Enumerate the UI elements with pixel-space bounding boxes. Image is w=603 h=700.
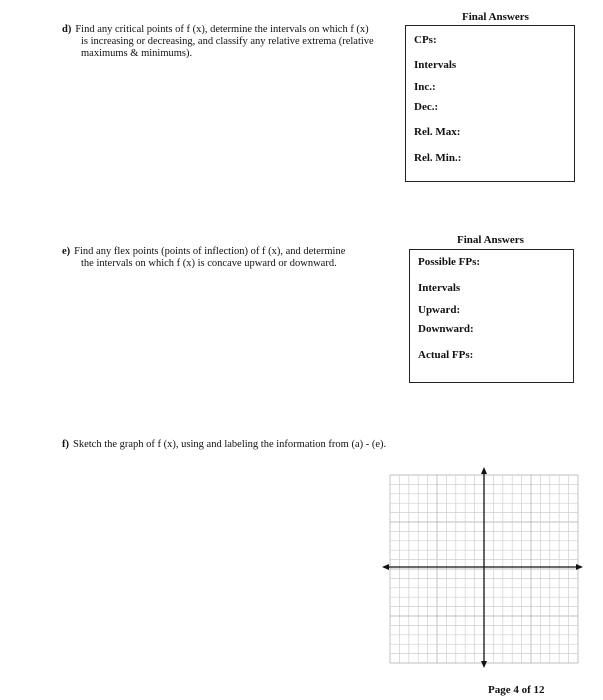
dec-label: Dec.: [414,101,439,113]
downward-label: Downward: [418,323,474,335]
actual-fps-label: Actual FPs: [418,349,474,361]
rel-min-label: Rel. Min.: [414,152,462,164]
question-d-line-1: Find any critical points of f (x), determine the intervals on which f (x) [75,24,369,35]
question-e-line-2: the intervals on which f (x) is concave upward or downward. [81,258,337,269]
question-f [62,439,442,451]
final-answers-box-e [409,249,574,383]
x-axis-arrow-right [576,564,583,570]
question-d-label: d) [62,24,72,35]
page-prefix: Page [488,684,514,696]
page-total: 12 [533,684,545,696]
cps-label: CPs: [414,34,437,46]
axes [382,467,583,668]
final-answers-box-d [405,25,575,182]
rel-max-label: Rel. Max: [414,126,461,138]
upward-label: Upward: [418,304,461,316]
question-f-text: Sketch the graph of f (x), using and labeling the information from (a) - (e). [73,439,387,450]
final-answers-title-d: Final Answers [462,11,529,23]
intervals-label-e: Intervals [418,282,461,294]
question-e-line-1: Find any flex points (points of inflection) of f (x), and determine [74,246,346,257]
question-d-line-3: maximums & minimums). [81,48,193,59]
question-e [62,246,382,270]
possible-fps-label: Possible FPs: [418,256,481,268]
inc-label: Inc.: [414,81,436,93]
x-axis-arrow-left [382,564,389,570]
final-answers-title-e: Final Answers [457,234,524,246]
graph-grid[interactable] [380,465,585,670]
question-d [62,24,392,60]
page-current: 4 [513,684,519,696]
y-axis-arrow-up [481,467,487,474]
intervals-label-d: Intervals [414,59,457,71]
question-d-line-2: is increasing or decreasing, and classify any relative extrema (relative [81,36,374,47]
question-f-label: f) [62,439,69,450]
question-e-label: e) [62,246,71,257]
page-number [488,684,545,696]
page-mid: of [518,684,534,696]
y-axis-arrow-down [481,661,487,668]
